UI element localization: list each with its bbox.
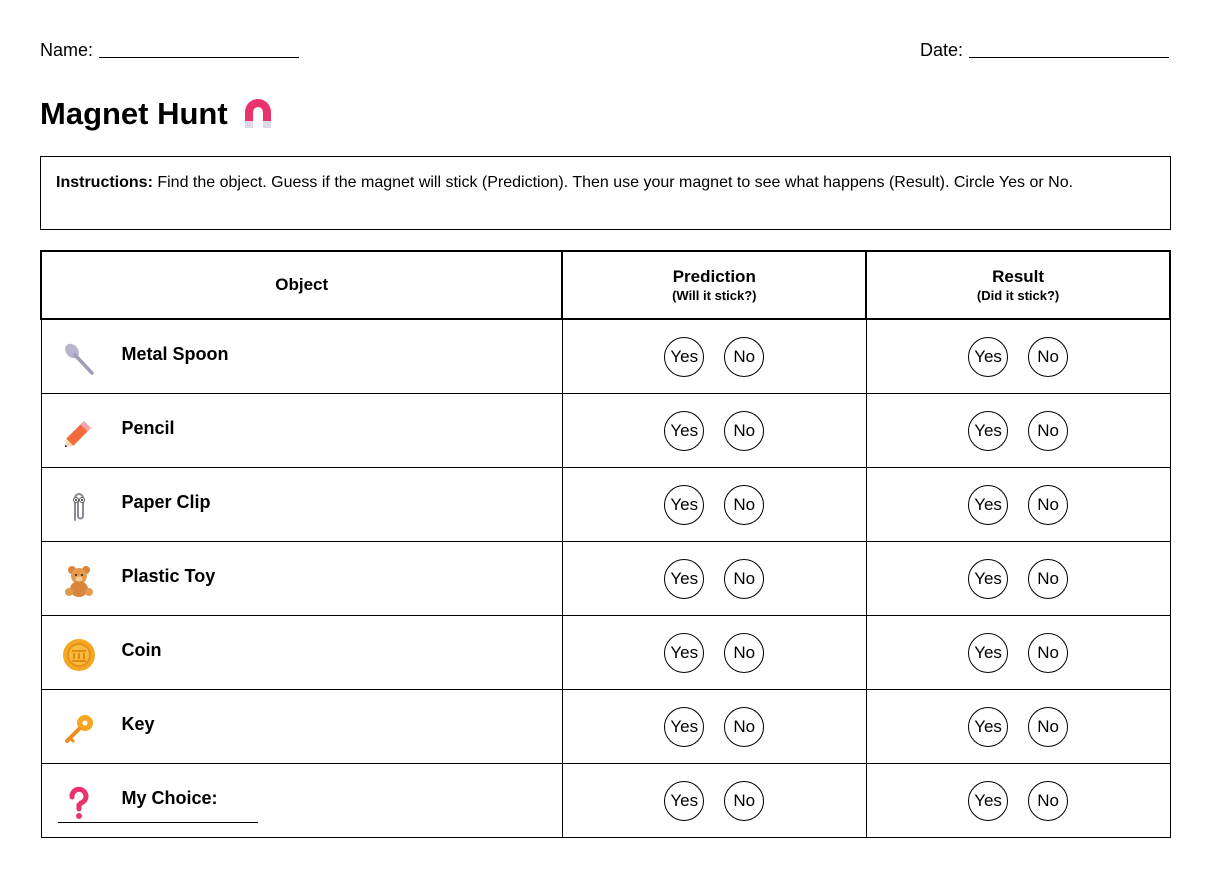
prediction-no-option[interactable]: No: [724, 781, 764, 821]
key-icon: [60, 710, 98, 748]
header-prediction: [562, 251, 866, 319]
table-row: [41, 690, 1170, 764]
result-cell: [866, 468, 1170, 542]
instructions-text: Find the object. Guess if the magnet will stick (Prediction). Then use your magnet to see what happens (Result). Circle Yes or No.: [152, 174, 1074, 191]
date-blank-line[interactable]: [969, 56, 1169, 58]
object-label: Key: [121, 714, 155, 734]
question-mark-icon: [60, 784, 98, 822]
result-yes-option[interactable]: Yes: [968, 337, 1008, 377]
date-field[interactable]: [920, 40, 1169, 61]
prediction-cell: [562, 319, 866, 394]
result-yes-option[interactable]: Yes: [968, 633, 1008, 673]
prediction-yes-option[interactable]: Yes: [664, 781, 704, 821]
object-cell: [41, 468, 562, 542]
prediction-no-option[interactable]: No: [724, 411, 764, 451]
object-cell: [41, 616, 562, 690]
result-yes-option[interactable]: Yes: [968, 485, 1008, 525]
header-object: [41, 251, 562, 319]
name-field[interactable]: [40, 40, 299, 61]
paperclip-icon: [60, 488, 98, 526]
table-row: [41, 616, 1170, 690]
header-result-sublabel: (Did it stick?): [976, 288, 1060, 303]
table-row: [41, 764, 1170, 838]
object-label: Paper Clip: [121, 492, 211, 512]
spoon-icon: [60, 340, 98, 378]
object-label: Coin: [121, 640, 162, 660]
prediction-yes-option[interactable]: Yes: [664, 707, 704, 747]
object-cell: [41, 542, 562, 616]
object-cell: [41, 764, 562, 838]
table-row: [41, 394, 1170, 468]
prediction-cell: [562, 542, 866, 616]
result-cell: [866, 616, 1170, 690]
prediction-yes-option[interactable]: Yes: [664, 559, 704, 599]
result-yes-option[interactable]: Yes: [968, 559, 1008, 599]
result-no-option[interactable]: No: [1028, 633, 1068, 673]
result-no-option[interactable]: No: [1028, 781, 1068, 821]
header-result: [866, 251, 1170, 319]
name-blank-line[interactable]: [99, 56, 299, 58]
magnet-icon: [242, 97, 274, 131]
result-cell: [866, 394, 1170, 468]
prediction-cell: [562, 690, 866, 764]
name-label: Name:: [40, 40, 94, 60]
prediction-no-option[interactable]: No: [724, 337, 764, 377]
header-prediction-sublabel: (Will it stick?): [672, 288, 757, 303]
table-row: [41, 468, 1170, 542]
instructions-box: [40, 156, 1171, 230]
result-cell: [866, 542, 1170, 616]
object-label: Plastic Toy: [121, 566, 216, 586]
title-row: [40, 96, 274, 132]
prediction-yes-option[interactable]: Yes: [664, 485, 704, 525]
object-cell: [41, 319, 562, 394]
table-header-row: [41, 251, 1170, 319]
prediction-no-option[interactable]: No: [724, 707, 764, 747]
prediction-no-option[interactable]: No: [724, 485, 764, 525]
result-yes-option[interactable]: Yes: [968, 411, 1008, 451]
result-no-option[interactable]: No: [1028, 337, 1068, 377]
coin-icon: [60, 636, 98, 674]
object-cell: [41, 394, 562, 468]
prediction-cell: [562, 468, 866, 542]
table-row: [41, 542, 1170, 616]
prediction-no-option[interactable]: No: [724, 559, 764, 599]
result-no-option[interactable]: No: [1028, 559, 1068, 599]
result-cell: [866, 690, 1170, 764]
result-no-option[interactable]: No: [1028, 707, 1068, 747]
header-result-label: Result: [992, 267, 1045, 286]
object-label: Pencil: [121, 418, 175, 438]
prediction-cell: [562, 764, 866, 838]
prediction-cell: [562, 616, 866, 690]
prediction-yes-option[interactable]: Yes: [664, 337, 704, 377]
my-choice-blank-line[interactable]: [58, 822, 258, 823]
date-label: Date:: [920, 40, 964, 60]
header-prediction-label: Prediction: [672, 267, 756, 286]
magnet-hunt-table: [40, 250, 1171, 838]
result-no-option[interactable]: No: [1028, 485, 1068, 525]
prediction-cell: [562, 394, 866, 468]
table-row: [41, 319, 1170, 394]
result-no-option[interactable]: No: [1028, 411, 1068, 451]
teddy-bear-icon: [60, 562, 98, 600]
pencil-icon: [60, 414, 98, 452]
object-label: Metal Spoon: [121, 344, 229, 364]
result-cell: [866, 319, 1170, 394]
page-title: Magnet Hunt: [40, 96, 228, 131]
result-yes-option[interactable]: Yes: [968, 781, 1008, 821]
result-yes-option[interactable]: Yes: [968, 707, 1008, 747]
result-cell: [866, 764, 1170, 838]
object-cell: [41, 690, 562, 764]
header-object-label: Object: [275, 275, 329, 294]
object-label: My Choice:: [121, 788, 218, 808]
prediction-no-option[interactable]: No: [724, 633, 764, 673]
instructions-heading: Instructions:: [56, 174, 153, 191]
prediction-yes-option[interactable]: Yes: [664, 411, 704, 451]
prediction-yes-option[interactable]: Yes: [664, 633, 704, 673]
